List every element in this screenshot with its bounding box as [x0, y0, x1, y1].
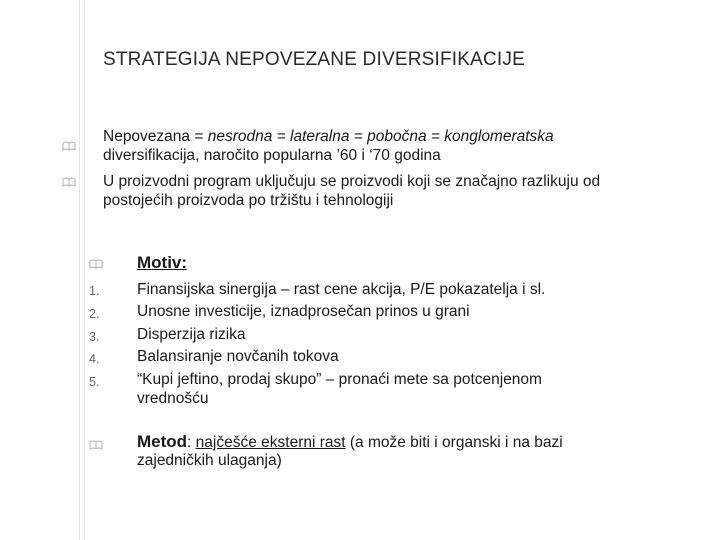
metod-label: Metod [137, 432, 188, 451]
bullet-1-italic: nesrodna = lateralna = pobočna = konglomeratska [207, 128, 554, 145]
list-item: “Kupi jeftino, prodaj skupo” – pronaći mete sa potcenjenom [137, 371, 542, 388]
list-item: Balansiranje novčanih tokova [137, 348, 339, 365]
motiv-heading: Motiv: [137, 253, 188, 272]
slide-border-line-inner [84, 0, 85, 540]
book-bullet-icon [62, 177, 76, 187]
list-item: Finansijska sinergija – rast cene akcija, P/E pokazatelja i sl. [137, 281, 546, 298]
book-bullet-icon [89, 440, 103, 450]
metod-colon: : [187, 434, 196, 451]
list-number: 4. [89, 352, 100, 366]
list-number: 1. [89, 284, 100, 298]
list-number: 3. [89, 330, 100, 344]
list-number: 5. [89, 375, 100, 389]
metod-paragraph [137, 433, 677, 470]
bullet-2-line1: U proizvodni program uključuju se proizvodi koji se značajno razlikuju od [103, 173, 601, 190]
bullet-2-line2: postojećih proizvoda po tržištu i tehnologiji [103, 192, 394, 209]
book-bullet-icon [62, 141, 76, 151]
bullet-1 [103, 127, 703, 165]
bullet-2 [103, 172, 713, 210]
slide-border-line [79, 0, 80, 540]
slide-title: STRATEGIJA NEPOVEZANE DIVERSIFIKACIJE [103, 49, 525, 70]
list-item: Unosne investicije, iznadprosečan prinos u grani [137, 303, 470, 320]
bullet-1-rest: diversifikacija, naročito popularna ’60 i ‘70 godina [103, 147, 441, 164]
list-item-continuation: vrednošću [137, 390, 209, 407]
bullet-1-lead: Nepovezana = [103, 128, 208, 145]
book-bullet-icon [89, 259, 103, 269]
metod-rest: (a može biti i organski i na bazi [345, 434, 563, 451]
list-number: 2. [89, 307, 100, 321]
metod-underlined: najčešće eksterni rast [195, 434, 346, 451]
metod-line2: zajedničkih ulaganja) [137, 452, 282, 469]
list-item: Disperzija rizika [137, 326, 246, 343]
